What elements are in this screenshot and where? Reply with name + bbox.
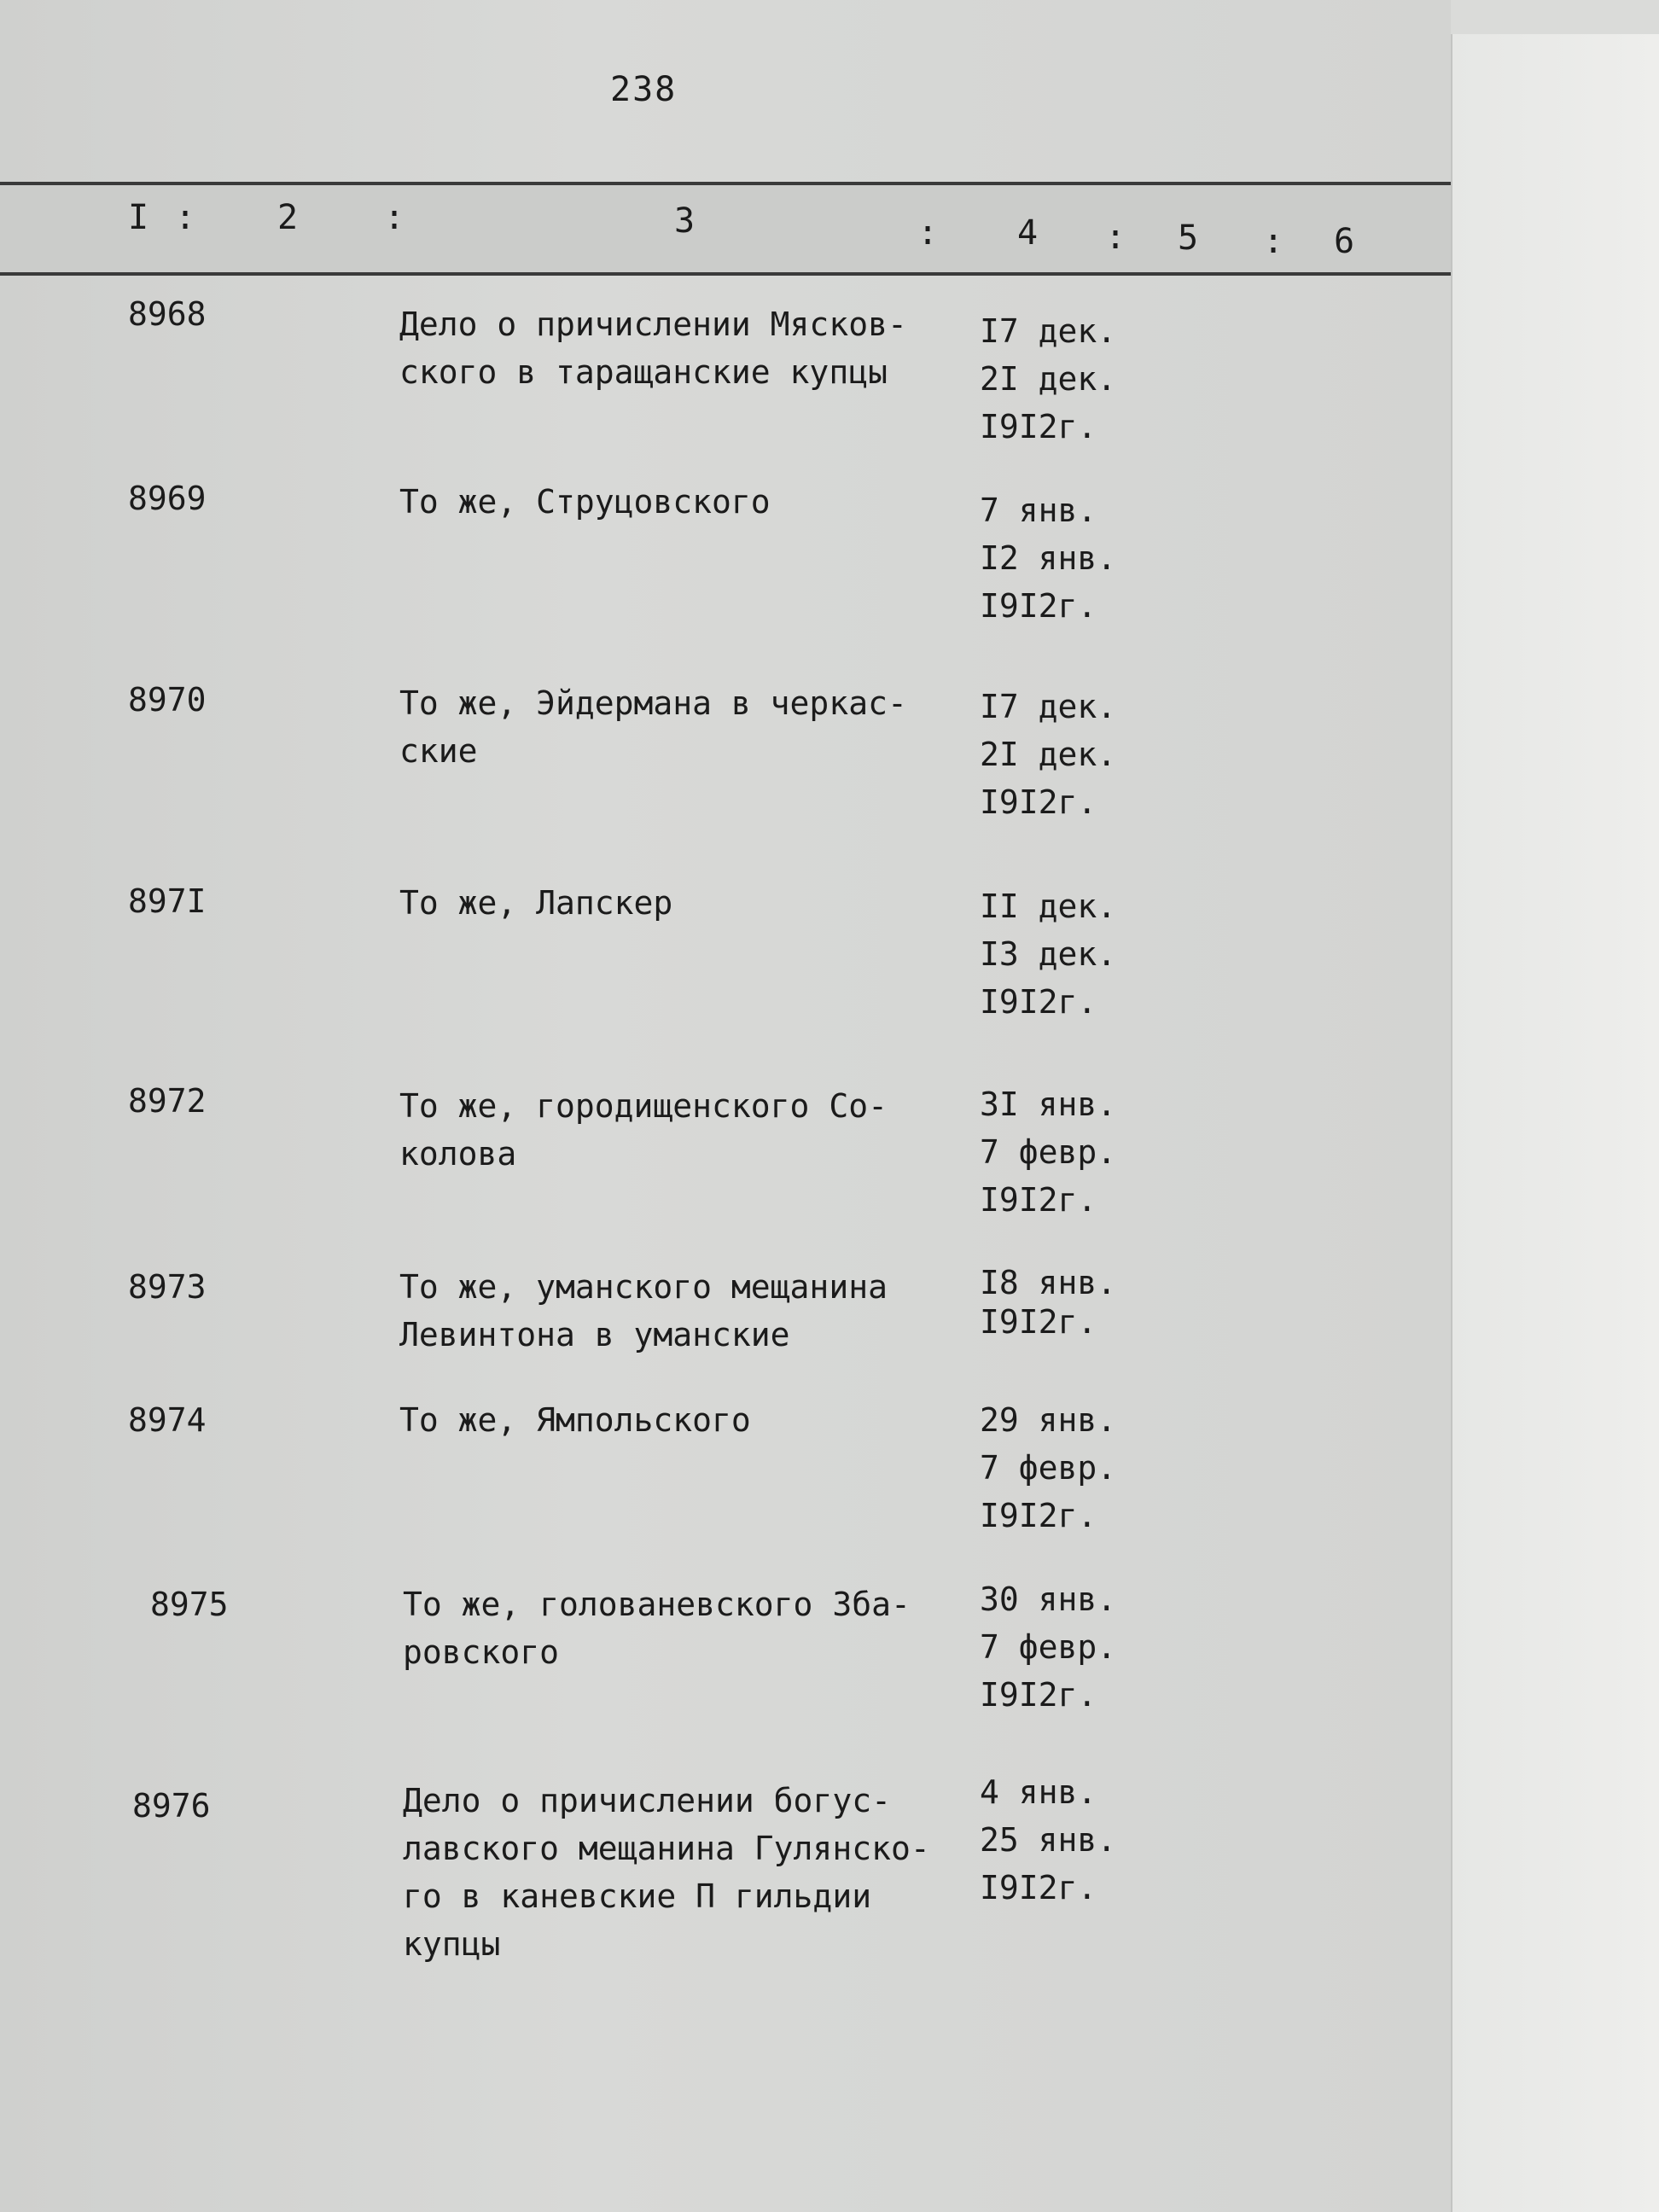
header-col-3: 3: [674, 201, 696, 241]
entry-description: [399, 1263, 888, 1359]
date-line: I8 янв.: [980, 1264, 1117, 1301]
entry-number: 8974: [128, 1401, 207, 1439]
entry-number: 8970: [128, 681, 207, 719]
description-line: То же, голованевского Зба-: [403, 1586, 911, 1623]
date-line: 29 янв.: [980, 1401, 1117, 1439]
entry-description: [403, 1777, 930, 1968]
date-line: I9I2г.: [980, 408, 1097, 445]
description-line: лавского мещанина Гулянско-: [403, 1830, 930, 1867]
description-line: То же, городищенского Со-: [399, 1087, 888, 1125]
entry-dates: [980, 1768, 1116, 1912]
description-line: ского в таращанские купцы: [399, 353, 888, 391]
date-line: I2 янв.: [980, 539, 1117, 577]
entry-dates: [980, 683, 1116, 826]
date-line: I9I2г.: [980, 1869, 1097, 1906]
description-line: колова: [399, 1135, 517, 1173]
description-line: Левинтона в уманские: [399, 1316, 790, 1353]
entry-dates: [980, 1396, 1116, 1540]
entry-description: [399, 879, 672, 927]
date-line: 30 янв.: [980, 1580, 1117, 1618]
date-line: I7 дек.: [980, 688, 1117, 725]
entry-number: 8975: [150, 1586, 229, 1623]
date-line: 7 февр.: [980, 1449, 1117, 1487]
date-line: 3I янв.: [980, 1086, 1117, 1123]
description-line: ровского: [403, 1633, 560, 1671]
header-col-5: 5: [1178, 218, 1199, 258]
date-line: I3 дек.: [980, 935, 1117, 973]
header-sep-4: :: [1105, 218, 1126, 257]
description-line: То же, Эйдермана в черкас-: [399, 684, 907, 722]
entry-description: [399, 1396, 751, 1444]
header-sep-3: :: [917, 213, 939, 253]
entry-dates: [980, 1263, 1116, 1342]
header-col-4: 4: [1017, 213, 1039, 253]
entry-number: 897I: [128, 882, 207, 920]
description-line: го в каневские П гильдии: [403, 1877, 872, 1915]
description-line: Дело о причислении богус-: [403, 1782, 891, 1819]
page-edge: [1451, 34, 1659, 2212]
description-line: То же, Лапскер: [399, 884, 673, 922]
date-line: II дек.: [980, 888, 1117, 925]
date-line: I9I2г.: [980, 1181, 1097, 1219]
entry-dates: [980, 307, 1116, 451]
entry-description: [399, 478, 771, 526]
date-line: I9I2г.: [980, 1497, 1097, 1534]
entry-dates: [980, 882, 1116, 1026]
date-line: 7 февр.: [980, 1133, 1117, 1171]
entry-dates: [980, 1080, 1116, 1224]
header-sep-5: :: [1263, 222, 1284, 261]
header-sep-2: :: [384, 198, 405, 237]
page-number: 238: [610, 70, 678, 109]
header-col-2: 2: [277, 198, 299, 237]
date-line: I9I2г.: [980, 983, 1097, 1021]
description-line: купцы: [403, 1925, 501, 1963]
entry-number: 8972: [128, 1082, 207, 1120]
entry-description: [403, 1580, 911, 1676]
description-line: ские: [399, 732, 478, 770]
entry-description: [399, 679, 907, 775]
header-sep-1: :: [175, 198, 196, 237]
entry-number: 8969: [128, 480, 207, 517]
date-line: 25 янв.: [980, 1821, 1117, 1859]
date-line: I9I2г.: [980, 587, 1097, 625]
entry-dates: [980, 1575, 1116, 1719]
description-line: Дело о причислении Мясков-: [399, 306, 907, 343]
entry-number: 8976: [132, 1787, 211, 1825]
date-line: I9I2г.: [980, 1676, 1097, 1714]
entry-number: 8973: [128, 1268, 207, 1306]
entry-description: [399, 1082, 888, 1178]
date-line: 7 февр.: [980, 1628, 1117, 1666]
header-col-1: I: [128, 198, 149, 237]
description-line: То же, уманского мещанина: [399, 1268, 888, 1306]
entry-description: [399, 300, 907, 396]
date-line: 2I дек.: [980, 360, 1117, 398]
date-line: I7 дек.: [980, 312, 1117, 350]
entry-number: 8968: [128, 295, 207, 333]
description-line: То же, Струцовского: [399, 483, 771, 521]
table-header: [0, 182, 1451, 276]
date-line: I9I2г.: [980, 1303, 1097, 1341]
date-line: 4 янв.: [980, 1773, 1097, 1811]
header-col-6: 6: [1334, 222, 1355, 261]
entry-dates: [980, 486, 1116, 630]
date-line: 2I дек.: [980, 736, 1117, 773]
description-line: То же, Ямпольского: [399, 1401, 751, 1439]
date-line: I9I2г.: [980, 783, 1097, 821]
date-line: 7 янв.: [980, 492, 1097, 529]
